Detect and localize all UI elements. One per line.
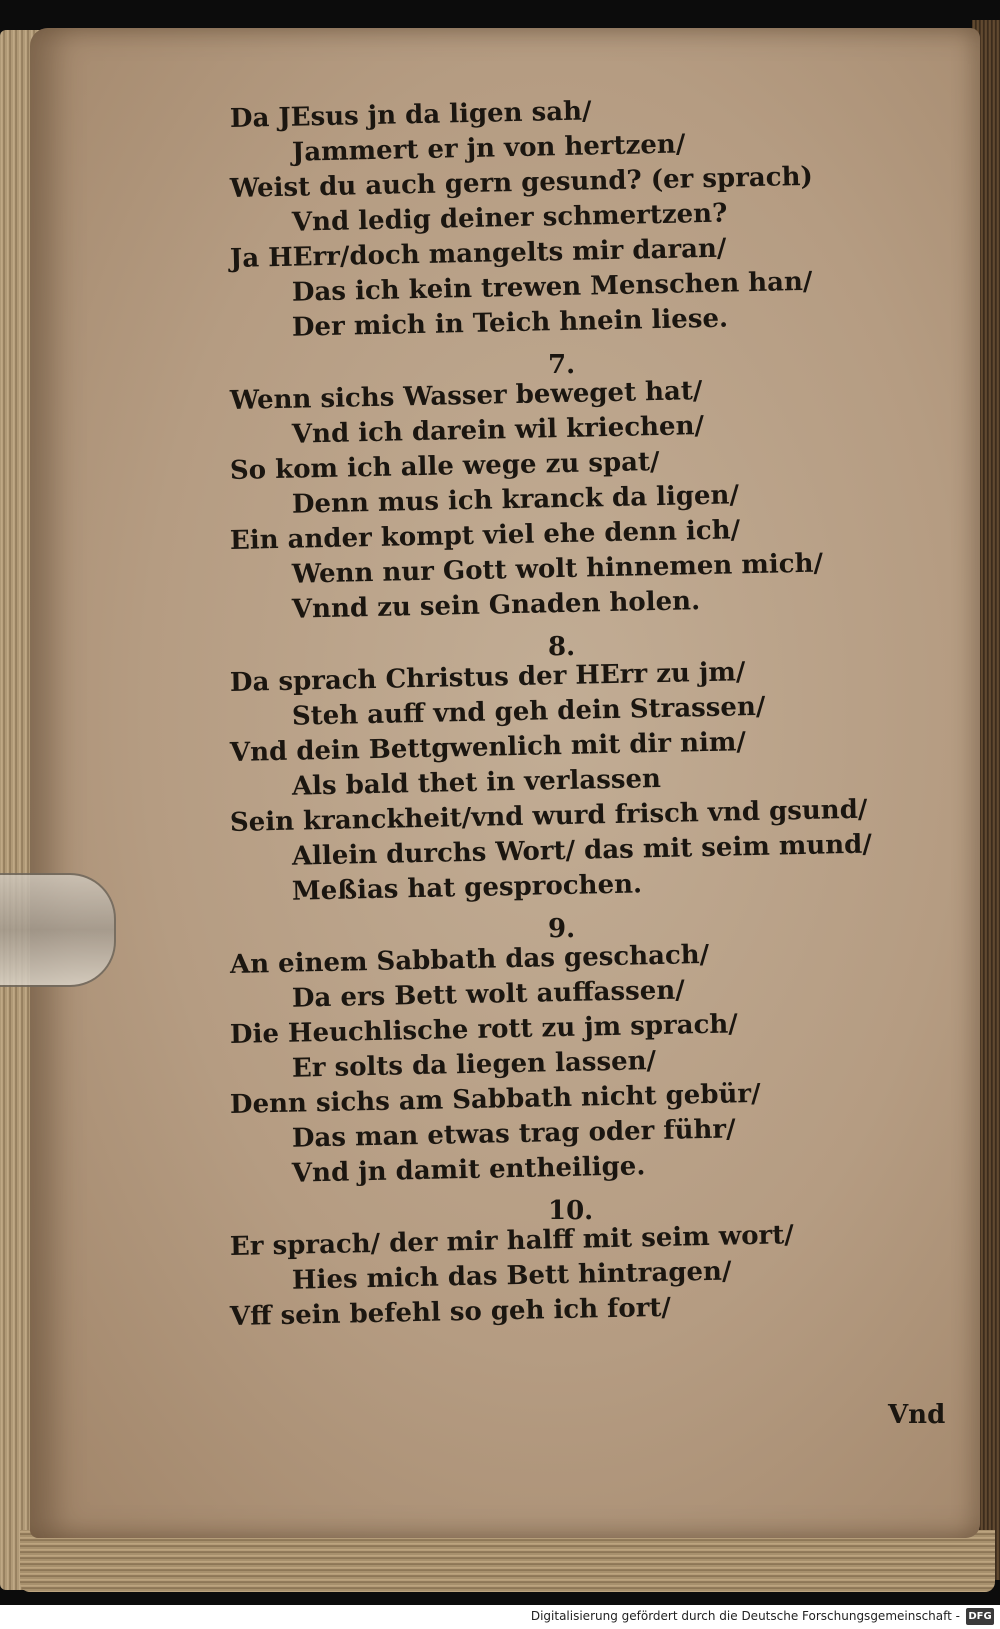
stanza-6-tail [229, 96, 910, 347]
verse-line: Er sprach/ der mir halff mit seim wort/ [229, 1220, 795, 1262]
verse-line: Vnnd zu sein Gnaden holen. [291, 586, 701, 625]
verse-line: Da sprach Christus der HErr zu jm/ [229, 657, 746, 698]
verse-line: Denn mus ich kranck da ligen/ [291, 480, 740, 520]
verse-line: Ja HErr/doch mangelts mir daran/ [229, 233, 727, 274]
dfg-logo-icon: DFG [966, 1608, 994, 1625]
catchword: Vnd [888, 1400, 946, 1430]
verse-line: Da ers Bett wolt auffassen/ [291, 975, 685, 1014]
verse-line: Als bald thet in verlassen [291, 763, 662, 802]
verse-line: Steh auff vnd geh dein Strassen/ [291, 691, 766, 732]
stanza-number: 10. [548, 1196, 594, 1226]
verse-line: Allein durchs Wort/ das mit seim mund/ [291, 829, 873, 872]
book-clasp [0, 873, 116, 987]
stanza-9 [230, 911, 910, 1193]
verse-line: Das ich kein trewen Menschen han/ [291, 266, 813, 308]
verse-line: Hies mich das Bett hintragen/ [291, 1256, 732, 1296]
verse-line: Wenn sichs Wasser beweget hat/ [229, 376, 703, 416]
verse-line: Denn sichs am Sabbath nicht gebür/ [229, 1078, 761, 1120]
book-bottom-edge [20, 1530, 995, 1592]
stanza-number: 8. [548, 632, 576, 662]
digitization-footer [0, 1605, 1000, 1629]
verse-line: An einem Sabbath das geschach/ [229, 939, 710, 980]
footer-credit: Digitalisierung gefördert durch die Deutsche Forschungsgemeinschaft - [530, 1609, 960, 1623]
verse-line: Er solts da liegen lassen/ [291, 1046, 657, 1084]
verse-line: Vnd ich darein wil kriechen/ [291, 411, 705, 450]
stanza-number: 9. [548, 914, 576, 944]
verse-line: Vnd jn damit entheilige. [291, 1151, 646, 1189]
verse-line: Vnd ledig deiner schmertzen? [291, 198, 728, 238]
verse-line: Da JEsus jn da ligen sah/ [229, 96, 592, 134]
stanza-10 [230, 1193, 910, 1335]
verse-line: Wenn nur Gott wolt hinnemen mich/ [291, 548, 824, 590]
verse-line: Das man etwas trag oder führ/ [291, 1114, 736, 1154]
verse-line: Sein kranckheit/vnd wurd frisch vnd gsund/ [229, 794, 868, 838]
hymn-text [229, 96, 910, 1335]
stanza-number: 7. [548, 350, 576, 380]
verse-line: Die Heuchlische rott zu jm sprach/ [229, 1009, 739, 1050]
verse-line: Weist du auch gern gesund? (er sprach) [229, 161, 814, 204]
verse-line: Ein ander kompt viel ehe denn ich/ [229, 515, 741, 556]
verse-line: Vnd dein Bettgwenlich mit dir nim/ [229, 727, 747, 768]
stanza-7 [230, 347, 910, 629]
verse-line: Meßias hat gesprochen. [291, 869, 643, 907]
verse-line: Jammert er jn von hertzen/ [291, 129, 686, 168]
stanza-8 [230, 629, 910, 911]
verse-line: So kom ich alle wege zu spat/ [229, 447, 660, 486]
verse-line: Vff sein befehl so geh ich fort/ [229, 1292, 672, 1332]
verse-line: Der mich in Teich hnein liese. [291, 303, 729, 343]
